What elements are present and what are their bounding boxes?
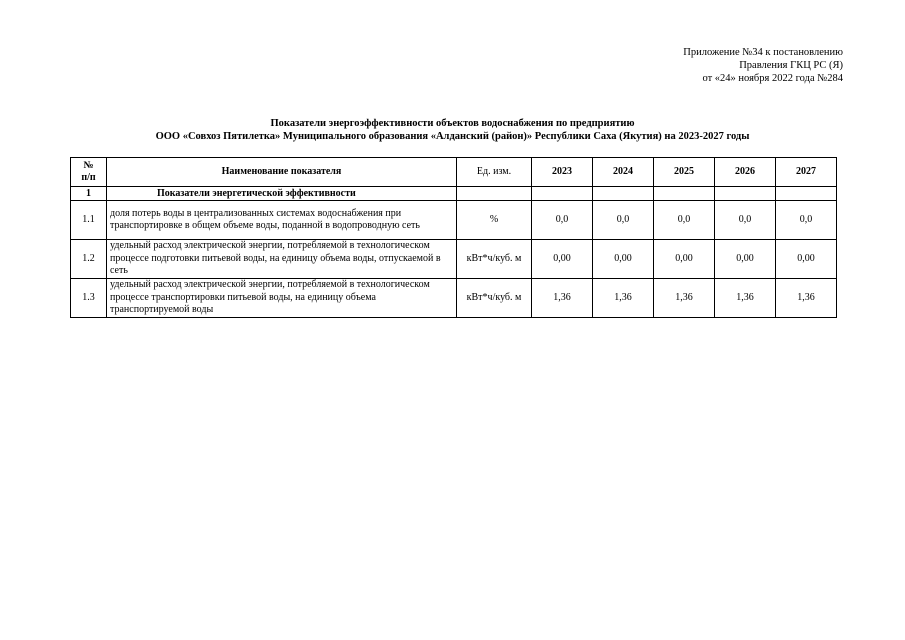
appendix-note-line-3: от «24» ноября 2022 года №284 — [702, 73, 843, 84]
row-value-2025: 0,00 — [654, 240, 715, 279]
header-year-2026: 2026 — [715, 158, 776, 187]
section-empty-cell — [776, 187, 837, 201]
row-value-2023: 0,0 — [532, 201, 593, 240]
document-title-line-1: Показатели энергоэффективности объектов водоснабжения по предприятию — [270, 118, 635, 129]
section-empty-cell — [457, 187, 532, 201]
document-title — [0, 117, 905, 143]
header-indicator-name: Наименование показателя — [107, 158, 457, 187]
row-number: 1.3 — [71, 279, 107, 318]
row-unit: кВт*ч/куб. м — [457, 279, 532, 318]
row-value-2026: 1,36 — [715, 279, 776, 318]
header-year-2023: 2023 — [532, 158, 593, 187]
row-value-2024: 0,0 — [593, 201, 654, 240]
row-indicator-name: удельный расход электрической энергии, потребляемой в технологическом процессе подготовки питьевой воды, на единицу объема воды, отпускаемой в сеть — [107, 240, 457, 279]
row-value-2023: 0,00 — [532, 240, 593, 279]
table-row — [71, 240, 837, 279]
table-row — [71, 201, 837, 240]
header-year-2024: 2024 — [593, 158, 654, 187]
appendix-note — [683, 46, 843, 85]
row-unit: % — [457, 201, 532, 240]
section-name: Показатели энергетической эффективности — [107, 187, 457, 201]
table-row — [71, 279, 837, 318]
row-number: 1.1 — [71, 201, 107, 240]
row-value-2023: 1,36 — [532, 279, 593, 318]
indicators-table — [70, 157, 837, 318]
section-empty-cell — [654, 187, 715, 201]
section-empty-cell — [593, 187, 654, 201]
appendix-note-line-2: Правления ГКЦ РС (Я) — [739, 60, 843, 71]
header-number — [71, 158, 107, 187]
row-value-2026: 0,0 — [715, 201, 776, 240]
row-value-2024: 1,36 — [593, 279, 654, 318]
row-value-2025: 0,0 — [654, 201, 715, 240]
section-row — [71, 187, 837, 201]
row-value-2027: 0,0 — [776, 201, 837, 240]
row-value-2027: 0,00 — [776, 240, 837, 279]
table-header-row — [71, 158, 837, 187]
header-year-2025: 2025 — [654, 158, 715, 187]
section-number: 1 — [71, 187, 107, 201]
row-indicator-name: удельный расход электрической энергии, потребляемой в технологическом процессе транспортировки питьевой воды, на единицу объема транспортируемой воды — [107, 279, 457, 318]
row-value-2024: 0,00 — [593, 240, 654, 279]
row-value-2025: 1,36 — [654, 279, 715, 318]
row-unit: кВт*ч/куб. м — [457, 240, 532, 279]
header-number-line-1: № — [83, 159, 94, 171]
header-year-2027: 2027 — [776, 158, 837, 187]
section-empty-cell — [715, 187, 776, 201]
section-empty-cell — [532, 187, 593, 201]
appendix-note-line-1: Приложение №34 к постановлению — [683, 47, 843, 58]
document-title-line-2: ООО «Совхоз Пятилетка» Муниципального образования «Алданский (район)» Республики Саха (Якутия) на 2023-2027 годы — [155, 131, 750, 142]
header-unit: Ед. изм. — [457, 158, 532, 187]
row-value-2027: 1,36 — [776, 279, 837, 318]
row-indicator-name: доля потерь воды в централизованных системах водоснабжения при транспортировке в общем объеме воды, поданной в водопроводную сеть — [107, 201, 457, 240]
row-value-2026: 0,00 — [715, 240, 776, 279]
row-number: 1.2 — [71, 240, 107, 279]
header-number-line-2: п/п — [81, 172, 96, 183]
